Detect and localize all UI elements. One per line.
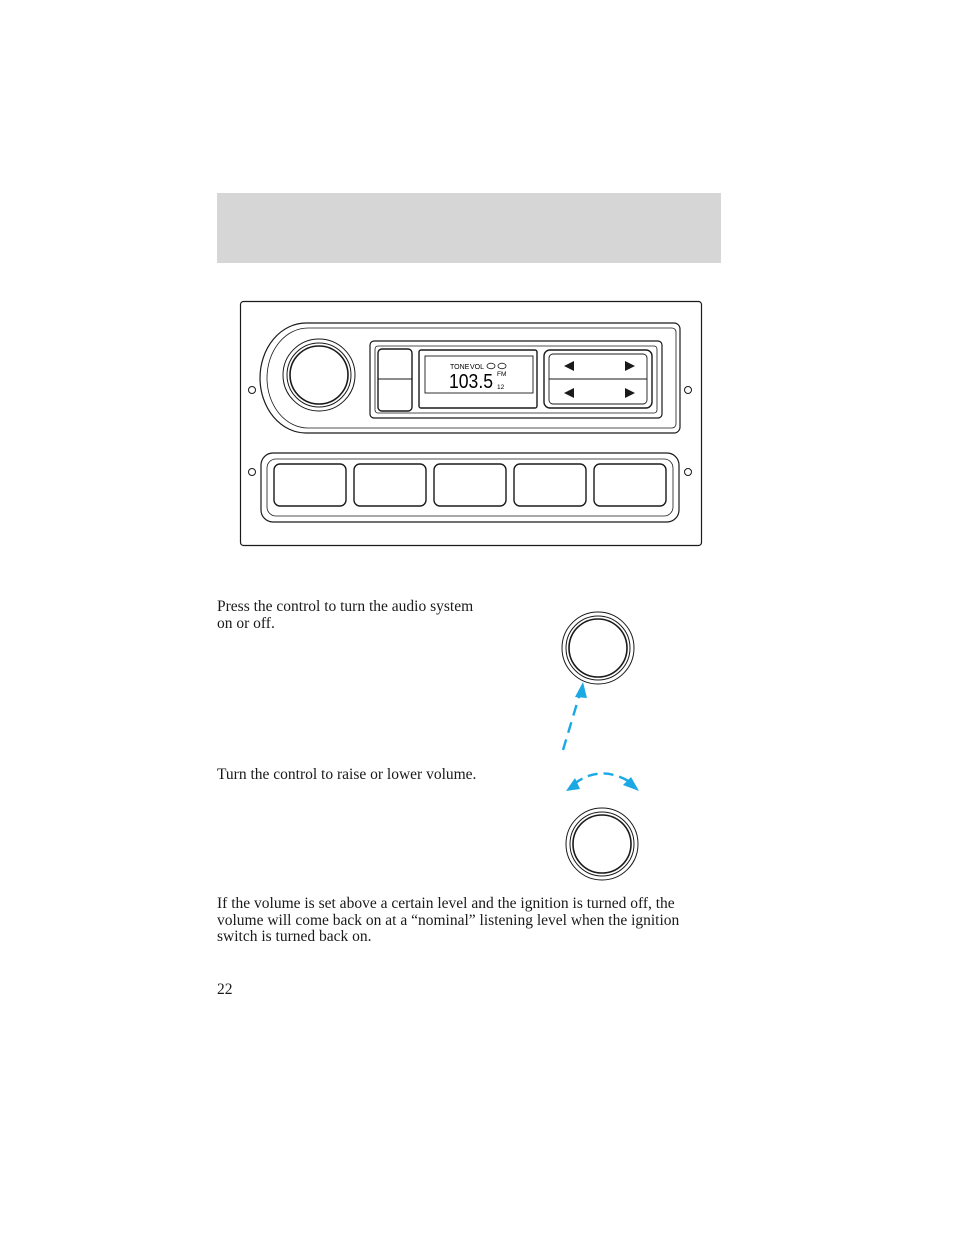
press-arrowhead-icon xyxy=(575,682,587,698)
preset-button-2[interactable] xyxy=(354,464,426,506)
preset-button-1[interactable] xyxy=(274,464,346,506)
mount-hole xyxy=(249,387,256,394)
rocker-button[interactable] xyxy=(378,349,412,411)
power-instruction: Press the control to turn the audio system on or off. xyxy=(217,598,474,632)
band-indicator: FM xyxy=(497,371,507,378)
nominal-volume-note: If the volume is set above a certain level and the ignition is turned off, the volume will come back on at a “nominal” listening level when the ignition switch is turned back on. xyxy=(217,895,680,945)
mount-hole xyxy=(685,387,692,394)
turn-arrow-icon xyxy=(574,773,630,784)
volume-power-knob[interactable] xyxy=(283,339,355,411)
tone-label: TONE xyxy=(450,364,470,371)
section-header-band xyxy=(217,193,721,263)
seek-tune-buttons[interactable] xyxy=(544,350,652,408)
mount-hole xyxy=(685,469,692,476)
vol-label: VOL xyxy=(470,364,485,371)
volume-knob-icon xyxy=(566,808,638,880)
preset-button-3[interactable] xyxy=(434,464,506,506)
volume-instruction: Turn the control to raise or lower volume. xyxy=(217,766,477,783)
frequency-readout: 103.5 xyxy=(449,371,493,393)
power-knob-icon xyxy=(562,612,634,684)
page-number: 22 xyxy=(217,981,233,998)
lcd-display xyxy=(419,350,537,408)
preset-button-5[interactable] xyxy=(594,464,666,506)
preset-indicator: 12 xyxy=(497,384,505,391)
mount-hole xyxy=(249,469,256,476)
radio-faceplate-illustration xyxy=(238,299,706,549)
press-arrow-icon xyxy=(563,690,581,750)
knob-diagram xyxy=(552,604,652,889)
preset-button-4[interactable] xyxy=(514,464,586,506)
